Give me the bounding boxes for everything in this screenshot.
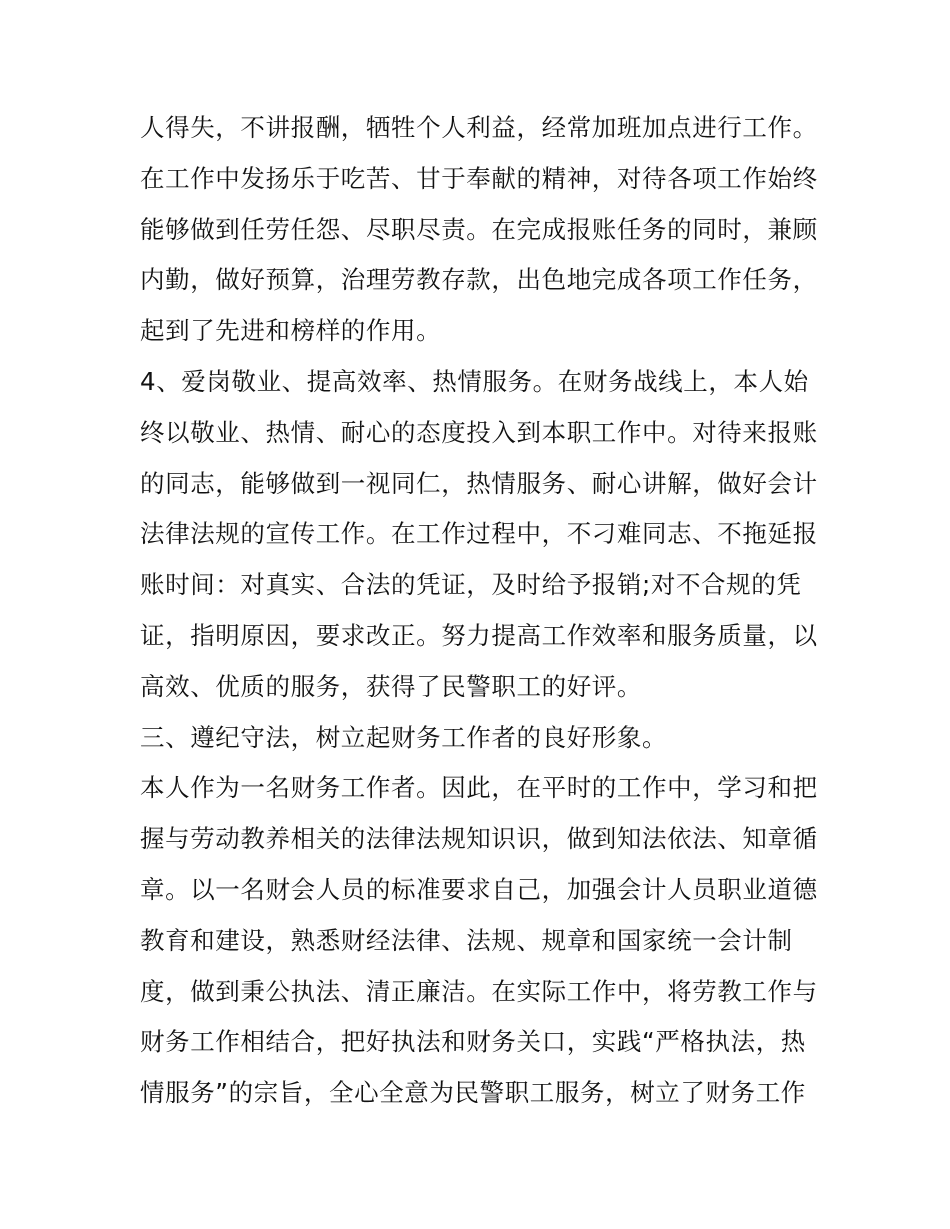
text-line: 证，指明原因，要求改正。努力提高工作效率和服务质量，以: [140, 620, 818, 650]
text-line: 财务工作相结合，把好执法和财务关口，实践“严格执法，热: [140, 1027, 806, 1057]
text-line: 内勤，做好预算，治理劳教存款，出色地完成各项工作任务，: [140, 265, 818, 295]
text-line: 本人作为一名财务工作者。因此，在平时的工作中，学习和把: [140, 773, 818, 803]
text-line: 握与劳动教养相关的法律法规知识识，做到知法依法、知章循: [140, 824, 818, 854]
text-line: 高效、优质的服务，获得了民警职工的好评。: [140, 671, 642, 701]
text-line: 4、爱岗敬业、提高效率、热情服务。在财务战线上，本人始: [140, 366, 809, 396]
text-line: 在工作中发扬乐于吃苦、甘于奉献的精神，对待各项工作始终: [140, 163, 818, 193]
text-line: 法律法规的宣传工作。在工作过程中，不刁难同志、不拖延报: [140, 519, 818, 549]
text-line: 账时间：对真实、合法的凭证，及时给予报销;对不合规的凭: [140, 570, 802, 600]
text-line: 情服务”的宗旨，全心全意为民警职工服务，树立了财务工作: [140, 1078, 806, 1108]
text-line: 教育和建设，熟悉财经法律、法规、规章和国家统一会计制: [140, 925, 793, 955]
section-heading: 三、遵纪守法，树立起财务工作者的良好形象。: [140, 722, 668, 752]
body-text: [140, 103, 830, 1119]
text-line: 终以敬业、热情、耐心的态度投入到本职工作中。对待来报账: [140, 417, 818, 447]
text-line: 人得失，不讲报酬，牺牲个人利益，经常加班加点进行工作。: [140, 113, 818, 142]
text-line: 能够做到任劳任怨、尽职尽责。在完成报账任务的同时，兼顾: [140, 214, 818, 244]
text-line: 章。以一名财会人员的标准要求自己，加强会计人员职业道德: [140, 874, 818, 904]
text-line: 度，做到秉公执法、清正廉洁。在实际工作中，将劳教工作与: [140, 976, 818, 1006]
text-line: 起到了先进和榜样的作用。: [140, 316, 442, 346]
text-line: 的同志，能够做到一视同仁，热情服务、耐心讲解，做好会计: [140, 468, 818, 498]
